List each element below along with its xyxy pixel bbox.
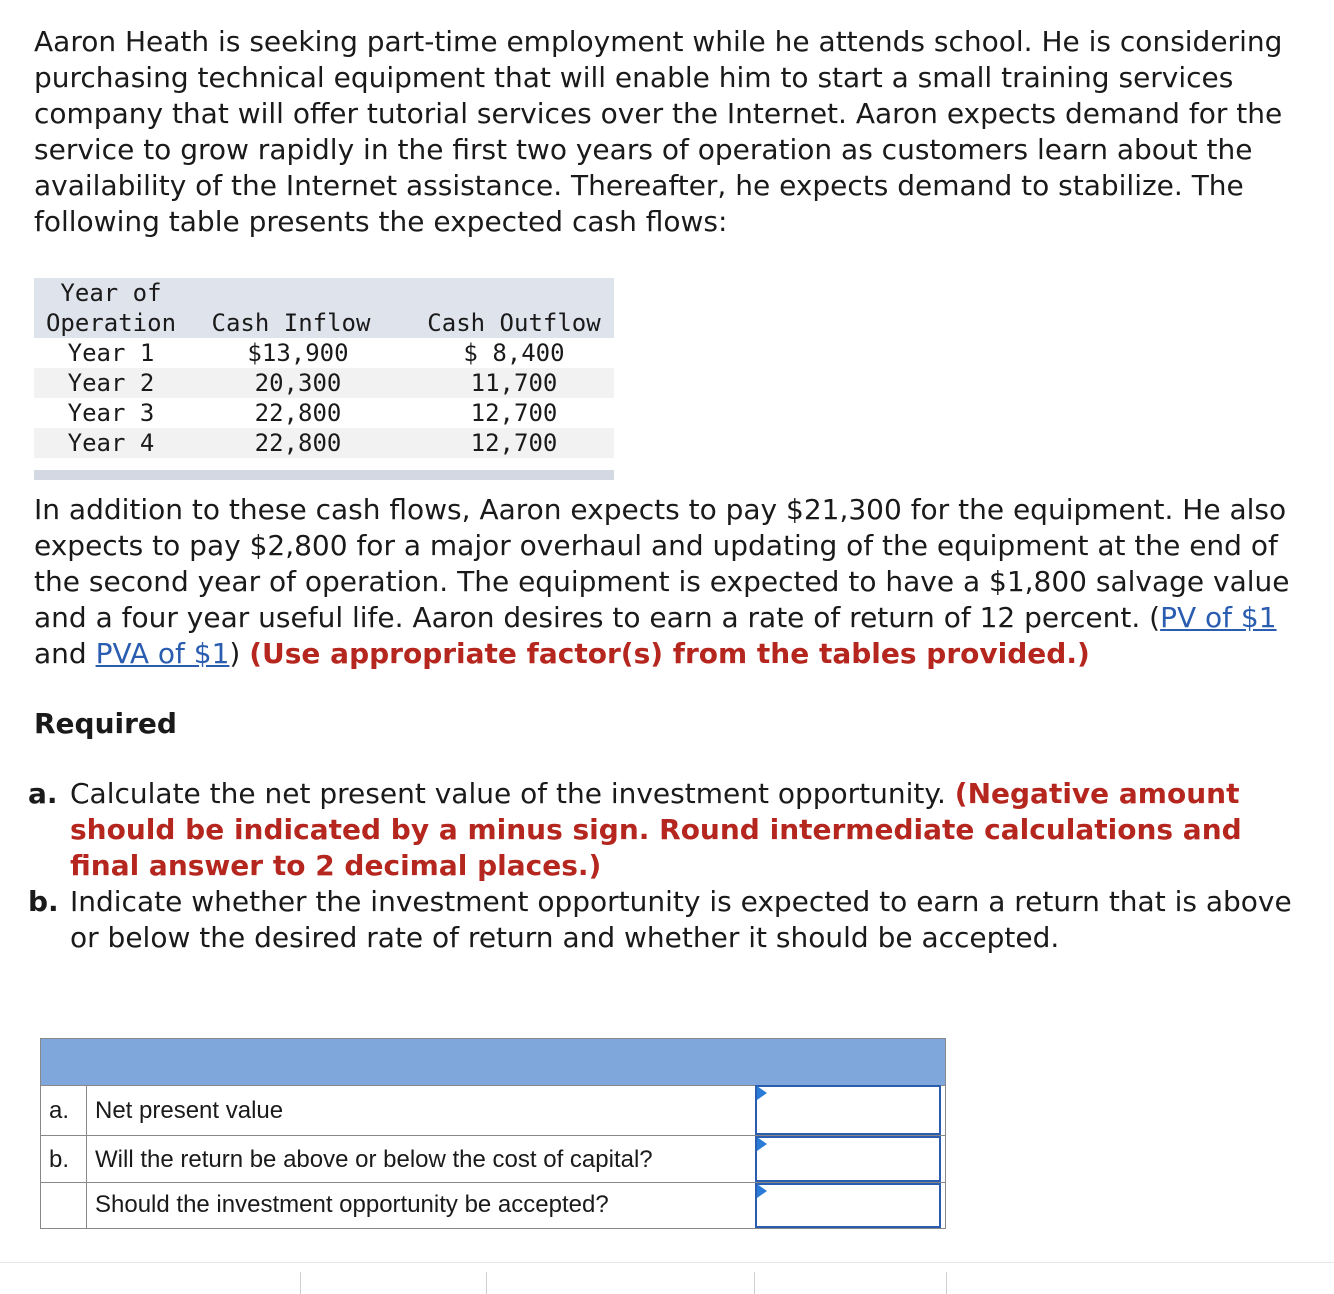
table-row xyxy=(34,428,614,458)
details-text: In addition to these cash flows, Aaron expects to pay $21,300 for the equipment. He also expects to pay $2,800 for a major overhaul and updating of the equipment at the end of the second year of operation. The equipment is expected to have a $1,800 salvage value and a four year useful life. Aaron desires to earn a rate of return of 12 percent. ( xyxy=(34,493,1290,634)
year-cell: Year 3 xyxy=(67,399,155,427)
table-row xyxy=(34,368,614,398)
requirement-a-note: (Negative amount should be indicated by a minus sign. Round intermediate calculations and final answer to 2 decimal places.) xyxy=(70,777,1242,882)
requirement-b-text: Indicate whether the investment opportunity is expected to earn a return that is above or below the desired rate of return and whether it should be accepted. xyxy=(70,885,1292,954)
requirement-b xyxy=(28,884,1318,956)
footer-divider xyxy=(0,1262,1334,1263)
pva-of-1-link[interactable]: PVA of $1 xyxy=(95,637,230,670)
accept-select[interactable] xyxy=(755,1183,941,1228)
row-label: Net present value xyxy=(95,1097,284,1124)
details-and: and xyxy=(34,637,96,670)
row-letter: b. xyxy=(49,1146,70,1173)
column-divider xyxy=(86,1136,87,1182)
header-year-of-operation: Year of Operation xyxy=(45,279,177,337)
year-cell: Year 2 xyxy=(67,369,155,397)
answer-row-npv xyxy=(40,1085,946,1136)
header-cash-inflow: Cash Inflow xyxy=(211,309,371,337)
input-marker-icon xyxy=(757,1086,767,1100)
factor-instruction: (Use appropriate factor(s) from the tables provided.) xyxy=(249,637,1090,670)
answer-table-header xyxy=(40,1038,946,1086)
inflow-cell: 22,800 xyxy=(254,429,342,457)
details-close: ) xyxy=(229,637,250,670)
column-divider xyxy=(86,1085,87,1135)
problem-details xyxy=(34,492,1326,672)
requirement-a-text: Calculate the net present value of the investment opportunity. xyxy=(70,777,955,810)
outflow-cell: 11,700 xyxy=(470,369,558,397)
inflow-cell: 22,800 xyxy=(254,399,342,427)
answer-row-return xyxy=(40,1136,946,1183)
table-row xyxy=(34,398,614,428)
cash-flow-table xyxy=(34,278,614,480)
requirement-a xyxy=(28,776,1318,884)
inflow-cell: 20,300 xyxy=(254,369,342,397)
row-label: Will the return be above or below the cost of capital? xyxy=(95,1146,653,1173)
year-cell: Year 1 xyxy=(67,339,155,367)
pv-of-1-link[interactable]: PV of $1 xyxy=(1160,601,1277,634)
row-letter: a. xyxy=(49,1097,70,1124)
column-divider xyxy=(86,1183,87,1228)
requirement-a-label: a. xyxy=(28,777,58,810)
answer-table xyxy=(40,1038,946,1228)
outflow-cell: 12,700 xyxy=(470,399,558,427)
cash-flow-table-header xyxy=(34,278,614,338)
footer-tick xyxy=(300,1272,301,1294)
table-bottom-bar xyxy=(34,470,614,480)
outflow-cell: 12,700 xyxy=(470,429,558,457)
year-cell: Year 4 xyxy=(67,429,155,457)
required-heading: Required xyxy=(34,707,177,740)
return-select[interactable] xyxy=(755,1136,941,1182)
dropdown-marker-icon xyxy=(757,1137,767,1151)
inflow-cell: $13,900 xyxy=(247,339,349,367)
footer-tick xyxy=(486,1272,487,1294)
header-cash-outflow: Cash Outflow xyxy=(427,309,601,337)
answer-row-accept xyxy=(40,1183,946,1229)
row-label: Should the investment opportunity be accepted? xyxy=(95,1191,609,1218)
dropdown-marker-icon xyxy=(757,1184,767,1198)
footer-tick xyxy=(754,1272,755,1294)
outflow-cell: $ 8,400 xyxy=(463,339,565,367)
npv-input[interactable] xyxy=(755,1085,941,1135)
requirement-b-label: b. xyxy=(28,885,59,918)
problem-intro: Aaron Heath is seeking part-time employment while he attends school. He is considering purchasing technical equipment that will enable him to start a small training services company that will offer tutorial services over the Internet. Aaron expects demand for the service to grow rapidly in the first two years of operation as customers learn about the availability of the Internet assistance. Thereafter, he expects demand to stabilize. The following table presents the expected cash flows: xyxy=(34,25,1283,238)
footer-tick xyxy=(946,1272,947,1294)
table-row xyxy=(34,338,614,368)
